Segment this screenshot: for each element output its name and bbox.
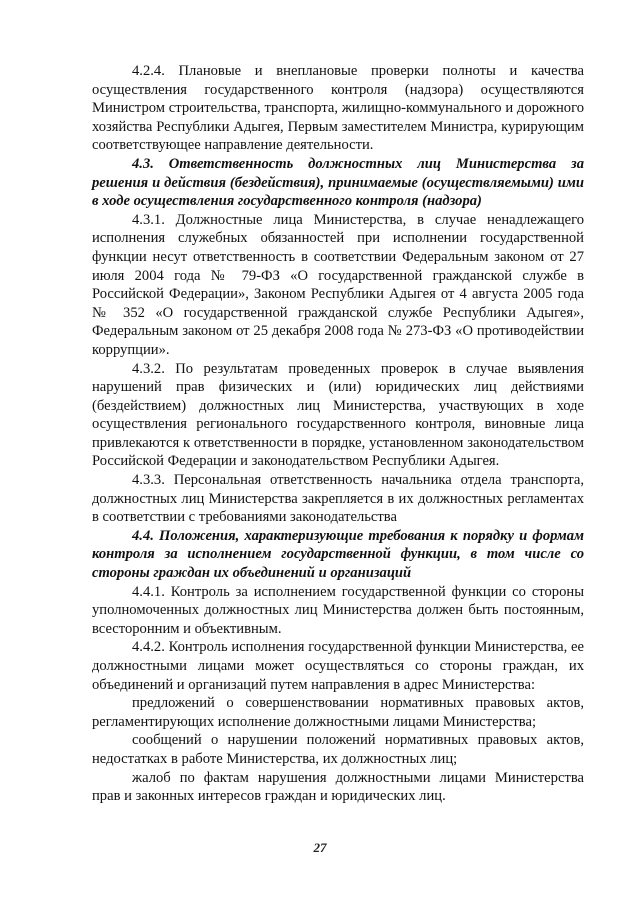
list-item-reports: сообщений о нарушении положений нормативных правовых актов, недостатках в работе Министерства, их должностных лиц; [92, 732, 584, 767]
page-number: 27 [313, 840, 327, 855]
paragraph-4-4-2: 4.4.2. Контроль исполнения государственной функции Министерства, ее должностными лицами может осуществляться со стороны граждан, их объединений и организаций путем направления в адрес Министерства: [92, 639, 584, 693]
paragraph-4-4-1: 4.4.1. Контроль за исполнением государственной функции со стороны уполномоченных должностных лиц Министерства должен быть постоянным, всесторонним и объективным. [92, 583, 584, 637]
heading-4-4: 4.4. Положения, характеризующие требования к порядку и формам контроля за исполнением государственной функции, в том числе со стороны граждан их объединений и организаций [92, 527, 584, 582]
document-body [92, 62, 584, 806]
list-item-proposals: предложений о совершенствовании нормативных правовых актов, регламентирующих исполнение должностными лицами Министерства; [92, 695, 584, 730]
heading-4-3: 4.3. Ответственность должностных лиц Министерства за решения и действия (бездействия), принимаемые (осуществляемыми) ими в ходе осуществления государственного контроля (надзора) [92, 155, 584, 210]
list-item-complaints: жалоб по фактам нарушения должностными лицами Министерства прав и законных интересов граждан и юридических лиц. [92, 769, 584, 805]
paragraph-4-3-3: 4.3.3. Персональная ответственность начальника отдела транспорта, должностных лиц Министерства закрепляется в их должностных регламентах в соответствии с требованиями законодательства [92, 472, 584, 526]
paragraph-4-3-2: 4.3.2. По результатам проведенных проверок в случае выявления нарушений прав физических и (или) юридических лиц действиями (бездействием) должностных лиц Министерства, участвующих в ходе осуществления регионального государственного контроля, виновные лица привлекаются к ответственности в порядке, установленном законодательством Российской Федерации и законодательством Республики Адыгея. [92, 360, 584, 470]
paragraph-4-3-1: 4.3.1. Должностные лица Министерства, в случае ненадлежащего исполнения служебных обязанностей при исполнении государственной функции несут ответственность в соответствии Федеральным законом от 27 июля 2004 года № 79-ФЗ «О государственной гражданской службе в Российской Федерации», Законом Республики Адыгея от 4 августа 2005 года № 352 «О государственной гражданской службе Республики Адыгея», Федеральным законом от 25 декабря 2008 года № 273-ФЗ «О противодействии коррупции». [92, 211, 584, 358]
paragraph-4-2-4: 4.2.4. Плановые и внеплановые проверки полноты и качества осуществления государственного контроля (надзора) осуществляются Министром строительства, транспорта, жилищно-коммунального и дорожного хозяйства Республики Адыгея, Первым заместителем Министра, курирующим соответствующее направление деятельности. [92, 63, 584, 154]
